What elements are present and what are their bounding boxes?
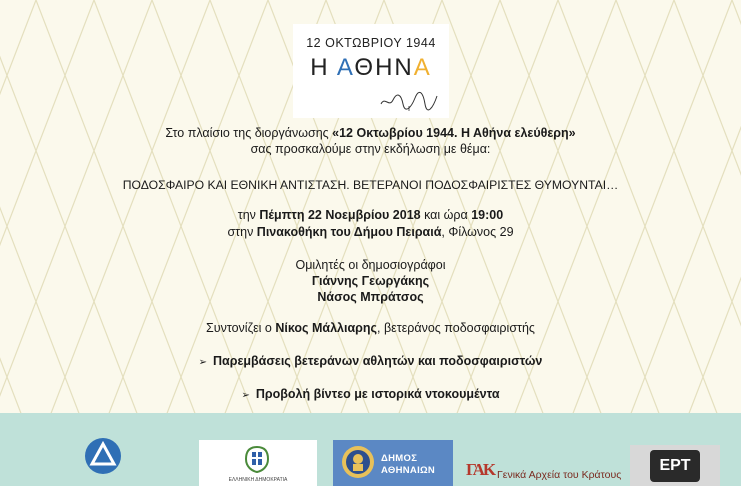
ert-text: ΕΡΤ (659, 457, 691, 474)
logo-city-text: Η ΑΘΗΝΑ (310, 54, 432, 81)
gak-name: Γενικά Αρχεία του Κράτους (497, 469, 622, 481)
sponsor-footer (0, 413, 741, 486)
program-item-1-text: Παρεμβάσεις βετεράνων αθλητών και ποδοσφαιριστών (213, 354, 543, 368)
speakers-label: Ομιλητές οι δημοσιογράφοι (295, 258, 446, 272)
athena-seal-icon (341, 445, 375, 479)
logo-city (293, 54, 449, 82)
venue-line (0, 224, 741, 240)
ert-badge (650, 450, 700, 482)
hellenic-republic-logo (199, 440, 317, 486)
dimos-line-1: ΔΗΜΟΣ (381, 453, 418, 464)
dimos-line-2: ΑΘΗΝΑΙΩΝ (381, 465, 436, 476)
logo-accent-letter: Α (336, 54, 355, 81)
venue-name: Πινακοθήκη του Δήμου Πειραιά (256, 225, 442, 239)
coordinator-role: , βετεράνος ποδοσφαιριστής (377, 321, 535, 335)
coordinator-line (0, 320, 741, 336)
coordinator-name: Νίκος Μάλλιαρης (275, 321, 378, 335)
intro-text: Στο πλαίσιο της διοργάνωσης (165, 126, 333, 140)
greek-emblem-icon (244, 445, 270, 473)
venue-prefix: στην (227, 225, 257, 239)
event-logo (293, 24, 449, 118)
event-date: Πέμπτη 22 Νοεμβρίου 2018 (259, 208, 421, 222)
logo-date: 12 ΟΚΤΩΒΡΙΟΥ 1944 (306, 36, 436, 50)
arrow-bullet-icon: ➢ (241, 390, 250, 401)
hellenic-republic-text: ΕΛΛΗΝΙΚΗ ΔΗΜΟΚΡΑΤΙΑ (228, 477, 288, 483)
triangle-emblem-icon (84, 437, 122, 475)
event-name: «12 Οκτωβρίου 1944. Η Αθήνα ελεύθερη» (332, 126, 576, 140)
venue-address: , Φίλωνος 29 (441, 225, 514, 239)
signature-mark (379, 90, 439, 112)
speaker-1: Γιάννης Γεωργάκης (311, 274, 430, 288)
logo-accent-letter: Α (413, 54, 432, 81)
date-line (0, 207, 741, 223)
intro-line (0, 125, 741, 141)
event-theme: ΠΟΔΟΣΦΑΙΡΟ ΚΑΙ ΕΘΝΙΚΗ ΑΝΤΙΣΤΑΣΗ. ΒΕΤΕΡΑΝΟΙ ΠΟΔΟΣΦΑΙΡΙΣΤΕΣ ΘΥΜΟΥΝΤΑΙ… (122, 178, 619, 192)
coordinator-prefix: Συντονίζει ο (206, 321, 276, 335)
program-item-1 (0, 353, 741, 371)
date-prefix: την (237, 208, 260, 222)
gak-mark-icon (466, 460, 494, 484)
invite-line: σας προσκαλούμε στην εκδήλωση με θέμα: (250, 142, 491, 156)
program-item-2 (0, 386, 741, 404)
speaker-2: Νάσος Μπράτσος (317, 290, 424, 304)
dimos-athinaion-logo (333, 440, 453, 486)
arrow-bullet-icon: ➢ (198, 357, 208, 368)
event-time: 19:00 (471, 208, 504, 222)
ert-logo (630, 445, 720, 486)
gak-mark-text: ΓΑΚ (466, 460, 495, 479)
time-prefix: και ώρα (420, 208, 472, 222)
program-item-2-text: Προβολή βίντεο με ιστορικά ντοκουμέντα (255, 387, 500, 401)
